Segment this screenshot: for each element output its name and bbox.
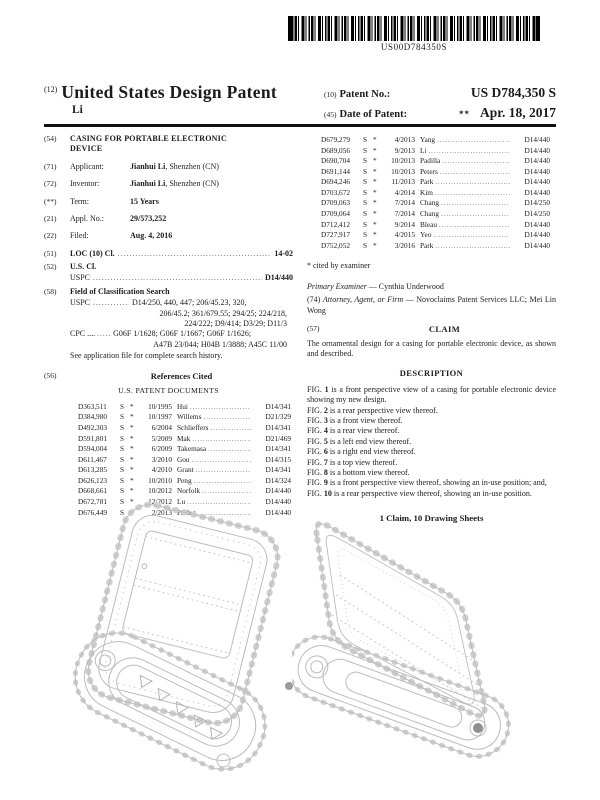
applicant-label: Applicant: bbox=[70, 161, 104, 171]
patent-number-row bbox=[324, 85, 556, 101]
citation-kind: S bbox=[363, 240, 368, 250]
citation-kind: S bbox=[120, 433, 125, 443]
citation-star: * bbox=[373, 219, 377, 229]
uspc-value: D14/440 bbox=[265, 272, 293, 282]
dot-leader bbox=[435, 241, 510, 252]
invention-title: CASING FOR PORTABLE ELECTRONIC DEVICE bbox=[70, 134, 227, 154]
citation-name: Willems bbox=[177, 412, 202, 422]
citation-date: 7/2014 bbox=[394, 209, 415, 219]
citation-class: D14/315 bbox=[265, 454, 291, 464]
dot-leader bbox=[433, 230, 510, 241]
citation-patent-number: D679,279 bbox=[321, 135, 350, 144]
citation-star: * bbox=[373, 240, 377, 250]
citation-name: Takemasa bbox=[177, 444, 207, 454]
figure-description-line: FIG. 7 is a top view thereof. bbox=[307, 457, 398, 467]
citation-row bbox=[321, 230, 550, 241]
dot-leader bbox=[190, 402, 251, 413]
citation-star: * bbox=[130, 475, 134, 485]
citation-date: 3/2010 bbox=[151, 454, 172, 464]
citation-star: * bbox=[130, 497, 134, 507]
inventor-row bbox=[44, 179, 293, 189]
citation-patent-number: D672,781 bbox=[78, 497, 107, 507]
citation-class: D14/440 bbox=[265, 486, 291, 496]
citation-class: D14/440 bbox=[524, 166, 550, 176]
citation-name: Padilla bbox=[420, 156, 441, 166]
citation-name: Hui bbox=[177, 401, 188, 411]
patent-date-label: Date of Patent: bbox=[339, 109, 408, 120]
citation-star: * bbox=[373, 187, 377, 197]
citation-patent-number: D613,285 bbox=[78, 465, 107, 475]
citation-star: * bbox=[373, 166, 377, 176]
citation-row bbox=[321, 209, 550, 220]
citation-date: 9/2013 bbox=[394, 145, 415, 155]
field-number: (58) bbox=[44, 286, 57, 296]
inventor-label: Inventor: bbox=[70, 179, 100, 189]
citation-patent-number: D668,661 bbox=[78, 486, 107, 496]
citation-row bbox=[78, 476, 291, 487]
dot-leader bbox=[208, 444, 251, 455]
citation-kind: S bbox=[363, 166, 368, 176]
citation-star: * bbox=[130, 401, 134, 411]
citation-class: D14/440 bbox=[265, 497, 291, 507]
us-class-block bbox=[44, 262, 293, 283]
us-patent-documents-subtitle: U.S. PATENT DOCUMENTS bbox=[118, 385, 219, 395]
dot-leader bbox=[93, 273, 262, 283]
citation-row bbox=[321, 135, 550, 146]
citation-class: D14/440 bbox=[524, 187, 550, 197]
dot-leader bbox=[210, 423, 251, 434]
figure-description-line: FIG. 2 is a rear perspective view thereof. bbox=[307, 405, 438, 415]
loc-label: LOC (10) Cl. bbox=[70, 248, 115, 258]
appl-no-value: 29/573,252 bbox=[130, 213, 167, 223]
citation-patent-number: D691,144 bbox=[321, 166, 350, 176]
figure-description-line: FIG. 4 is a rear view thereof. bbox=[307, 426, 400, 436]
field-number: (21) bbox=[44, 213, 57, 223]
citation-class: D21/329 bbox=[265, 412, 291, 422]
inventor-surname: Li bbox=[72, 104, 83, 116]
citation-class: D14/324 bbox=[265, 475, 291, 485]
citation-class: D14/440 bbox=[524, 219, 550, 229]
citation-date: 4/2015 bbox=[394, 230, 415, 240]
citation-patent-number: D591,801 bbox=[78, 433, 107, 443]
right-column bbox=[307, 134, 556, 525]
citation-row bbox=[78, 412, 291, 423]
citation-row bbox=[78, 434, 291, 445]
citation-name: Schlieffers bbox=[177, 422, 209, 432]
citation-star: * bbox=[373, 145, 377, 155]
field-number: (52) bbox=[44, 262, 57, 272]
citation-patent-number: D709,064 bbox=[321, 209, 350, 219]
citation-kind: S bbox=[120, 497, 125, 507]
citation-kind: S bbox=[120, 401, 125, 411]
dot-leader bbox=[196, 465, 251, 476]
field-of-search-block bbox=[44, 287, 293, 362]
citation-star: * bbox=[130, 412, 134, 422]
citation-name: Chang bbox=[420, 198, 440, 208]
dot-leader bbox=[93, 298, 129, 308]
header-right bbox=[324, 82, 556, 125]
citations-table-right bbox=[321, 135, 550, 251]
loc-value: 14-02 bbox=[274, 248, 293, 258]
citation-date: 6/2009 bbox=[151, 444, 172, 454]
citation-row bbox=[321, 167, 550, 178]
citation-star: * bbox=[373, 135, 377, 144]
figure-description-line: FIG. 6 is a right end view thereof. bbox=[307, 447, 416, 457]
figure-description-line: FIG. 9 is a front perspective view thereof, showing an in-use position; and, bbox=[307, 478, 547, 488]
citation-kind: S bbox=[120, 412, 125, 422]
field-search-label: Field of Classification Search bbox=[70, 286, 170, 296]
fcs-uspc-line1: D14/250, 440, 447; 206/45.23, 320, bbox=[132, 298, 247, 308]
claim-heading bbox=[307, 324, 556, 335]
citation-row bbox=[321, 177, 550, 188]
dot-leader bbox=[192, 434, 251, 445]
citation-kind: S bbox=[363, 219, 368, 229]
citation-row bbox=[78, 444, 291, 455]
citation-name: Probst bbox=[177, 507, 196, 517]
fcs-uspc-line3: 224/222; D9/414; D3/29; D11/3 bbox=[184, 319, 287, 329]
fcs-uspc-line2: 206/45.2; 361/679.55; 294/25; 224/218, bbox=[159, 308, 287, 318]
patent-date-note: ** bbox=[458, 109, 470, 119]
dot-leader bbox=[441, 209, 510, 220]
filed-row bbox=[44, 231, 293, 241]
fcs-cpc-line1: G06F 1/1628; G06F 1/1667; G06F 1/1626; bbox=[113, 329, 252, 339]
citation-kind: S bbox=[363, 145, 368, 155]
inventor-value: Jianhui Li, Shenzhen (CN) bbox=[130, 179, 219, 189]
citation-star: * bbox=[373, 198, 377, 208]
filed-label: Filed: bbox=[70, 231, 89, 241]
claim-title: CLAIM bbox=[428, 323, 461, 334]
citation-patent-number: D492,303 bbox=[78, 422, 107, 432]
citation-name: Park bbox=[420, 177, 434, 187]
citation-star: * bbox=[130, 433, 134, 443]
citation-patent-number: D363,511 bbox=[78, 401, 107, 411]
citation-kind: S bbox=[120, 475, 125, 485]
patent-date-code: (45) bbox=[324, 110, 337, 119]
fcs-cpc-label: CPC .... bbox=[70, 329, 96, 339]
citation-row bbox=[321, 156, 550, 167]
citation-kind: S bbox=[120, 465, 125, 475]
citation-class: D14/440 bbox=[524, 145, 550, 155]
citation-name: Peng bbox=[177, 475, 192, 485]
citation-name: Kim bbox=[420, 187, 433, 197]
citation-date: 10/1997 bbox=[148, 412, 172, 422]
references-cited-heading bbox=[44, 371, 293, 382]
citation-name: Bleau bbox=[420, 219, 438, 229]
barcode bbox=[288, 16, 540, 52]
citation-date: 3/2016 bbox=[394, 240, 415, 250]
filed-value: Aug. 4, 2016 bbox=[130, 231, 173, 241]
citation-patent-number: D690,704 bbox=[321, 156, 350, 166]
citation-class: D14/440 bbox=[524, 156, 550, 166]
field-number: (72) bbox=[44, 179, 57, 189]
citation-name: Li bbox=[420, 145, 427, 155]
citation-star: * bbox=[130, 465, 134, 475]
field-number: (56) bbox=[44, 370, 57, 380]
citation-patent-number: D594,004 bbox=[78, 444, 107, 454]
dot-leader bbox=[118, 249, 272, 259]
citation-star: * bbox=[130, 444, 134, 454]
citation-kind: S bbox=[363, 156, 368, 166]
citation-patent-number: D611,467 bbox=[78, 454, 107, 464]
dot-leader bbox=[439, 220, 510, 231]
citation-patent-number: D384,980 bbox=[78, 412, 107, 422]
fcs-note: See application file for complete search history. bbox=[70, 351, 223, 361]
citation-star: * bbox=[130, 486, 134, 496]
references-cited-title: References Cited bbox=[150, 370, 213, 381]
citation-class: D14/250 bbox=[524, 209, 550, 219]
dot-leader bbox=[192, 455, 251, 466]
citation-class: D14/440 bbox=[524, 177, 550, 187]
patent-number-code: (10) bbox=[324, 90, 337, 99]
dot-leader bbox=[203, 412, 251, 423]
citation-star: * bbox=[373, 156, 377, 166]
citation-date: 10/2013 bbox=[391, 166, 415, 176]
citation-patent-number: D752,052 bbox=[321, 240, 350, 250]
citation-date: 11/2013 bbox=[391, 177, 415, 187]
dot-leader bbox=[440, 167, 510, 178]
patent-number-label: Patent No.: bbox=[339, 89, 391, 100]
claim-number: (57) bbox=[307, 323, 320, 333]
body-columns bbox=[44, 134, 556, 525]
citation-date: 9/2014 bbox=[394, 219, 415, 229]
citation-name: Yang bbox=[420, 135, 436, 144]
citation-patent-number: D712,412 bbox=[321, 219, 350, 229]
figure-descriptions bbox=[307, 385, 556, 499]
citation-row bbox=[321, 220, 550, 231]
field-number: (**) bbox=[44, 196, 57, 206]
citation-date: 12/2012 bbox=[148, 497, 172, 507]
citation-kind: S bbox=[120, 507, 125, 517]
citation-patent-number: D709,063 bbox=[321, 198, 350, 208]
citation-star: * bbox=[130, 507, 134, 517]
citation-class: D14/250 bbox=[524, 198, 550, 208]
field-number: (54) bbox=[44, 134, 57, 143]
field-number: (71) bbox=[44, 161, 57, 171]
patent-date-value: Apr. 18, 2017 bbox=[479, 105, 556, 120]
citation-patent-number: D703,672 bbox=[321, 187, 350, 197]
citation-name: Mak bbox=[177, 433, 191, 443]
attorney-line: (74) Attorney, Agent, or Firm — Novoclaims Patent Services LLC; Mei Lin Wong bbox=[307, 295, 556, 315]
fcs-cpc-line2: A47B 23/044; H04B 1/3888; A45C 11/00 bbox=[153, 339, 287, 349]
dot-leader bbox=[194, 476, 251, 487]
citation-kind: S bbox=[120, 486, 125, 496]
citation-kind: S bbox=[363, 198, 368, 208]
citation-kind: S bbox=[363, 177, 368, 187]
figure-description-line: FIG. 3 is a front view thereof. bbox=[307, 415, 403, 425]
citation-kind: S bbox=[363, 135, 368, 144]
citation-patent-number: D676,449 bbox=[78, 507, 107, 517]
loc-class-row bbox=[44, 249, 293, 259]
citation-kind: S bbox=[120, 422, 125, 432]
uspc-label: USPC bbox=[70, 272, 91, 282]
header-left bbox=[44, 82, 277, 125]
claim-text: The ornamental design for a casing for portable electronic device, as shown and described. bbox=[307, 338, 556, 359]
doc-kind-number: (12) bbox=[44, 85, 58, 94]
citation-class: D14/440 bbox=[524, 230, 550, 240]
citation-kind: S bbox=[363, 230, 368, 240]
citation-kind: S bbox=[120, 444, 125, 454]
dot-leader bbox=[435, 188, 510, 199]
dot-leader bbox=[429, 146, 511, 157]
citation-date: 10/2013 bbox=[391, 156, 415, 166]
left-column bbox=[44, 134, 293, 525]
patent-date-row bbox=[324, 105, 556, 121]
dot-leader bbox=[442, 156, 510, 167]
citation-date: 4/2010 bbox=[151, 465, 172, 475]
primary-examiner-line: Primary Examiner — Cynthia Underwood bbox=[307, 281, 444, 291]
citation-date: 10/2010 bbox=[148, 475, 172, 485]
citation-row bbox=[78, 455, 291, 466]
citation-patent-number: D727,917 bbox=[321, 230, 350, 240]
citation-class: D21/469 bbox=[265, 433, 291, 443]
header bbox=[44, 82, 556, 125]
citation-date: 7/2014 bbox=[394, 198, 415, 208]
citation-row bbox=[321, 198, 550, 209]
application-number-row bbox=[44, 214, 293, 224]
field-number: (22) bbox=[44, 231, 57, 241]
citation-star: * bbox=[373, 209, 377, 219]
citation-class: D14/341 bbox=[265, 465, 291, 475]
citation-row bbox=[78, 465, 291, 476]
citation-kind: S bbox=[363, 187, 368, 197]
citation-kind: S bbox=[363, 209, 368, 219]
drawing-front-perspective bbox=[46, 496, 298, 798]
citation-row bbox=[321, 146, 550, 157]
figure-description-line: FIG. 10 is a rear perspective view thereof, showing an in-use position. bbox=[307, 488, 532, 498]
citation-name: Park bbox=[420, 240, 434, 250]
citation-class: D14/440 bbox=[524, 135, 550, 144]
cited-by-examiner-note: * cited by examiner bbox=[307, 261, 371, 271]
citation-class: D14/341 bbox=[265, 444, 291, 454]
applicant-row bbox=[44, 162, 293, 172]
applicant-value: Jianhui Li, Shenzhen (CN) bbox=[130, 161, 219, 171]
document-title: United States Design Patent bbox=[61, 82, 277, 102]
appl-no-label: Appl. No.: bbox=[70, 213, 104, 223]
citation-name: Yeo bbox=[420, 230, 432, 240]
patent-number-value: US D784,350 S bbox=[470, 85, 556, 100]
header-divider bbox=[44, 124, 556, 127]
barcode-icon bbox=[288, 16, 540, 41]
citation-name: Lu bbox=[177, 497, 186, 507]
citation-date: 10/2012 bbox=[148, 486, 172, 496]
citation-patent-number: D694,246 bbox=[321, 177, 350, 187]
citation-patent-number: D626,123 bbox=[78, 475, 107, 485]
citation-star: * bbox=[130, 454, 134, 464]
drawing-rear-perspective bbox=[292, 490, 574, 800]
citation-star: * bbox=[373, 230, 377, 240]
claims-sheets-footer: 1 Claim, 10 Drawing Sheets bbox=[379, 513, 484, 524]
dot-leader bbox=[437, 135, 510, 146]
citation-class: D14/341 bbox=[265, 401, 291, 411]
us-cl-label: U.S. Cl. bbox=[70, 262, 97, 272]
term-row bbox=[44, 197, 293, 207]
base-outline bbox=[292, 628, 517, 765]
citation-star: * bbox=[130, 422, 134, 432]
citation-name: Chang bbox=[420, 209, 440, 219]
figure-description-line: FIG. 8 is a bottom view thereof. bbox=[307, 467, 410, 477]
citation-name: Grant bbox=[177, 465, 194, 475]
dot-leader bbox=[97, 329, 111, 339]
barcode-label: US00D784350S bbox=[380, 42, 448, 52]
citation-star: * bbox=[373, 177, 377, 187]
citation-date: 4/2014 bbox=[394, 187, 415, 197]
term-value: 15 Years bbox=[130, 196, 159, 206]
fcs-uspc-label: USPC bbox=[70, 298, 91, 308]
citation-date: 4/2013 bbox=[394, 135, 415, 144]
term-label: Term: bbox=[70, 196, 89, 206]
dot-leader bbox=[441, 198, 510, 209]
citation-class: D14/440 bbox=[265, 507, 291, 517]
citation-patent-number: D689,056 bbox=[321, 145, 350, 155]
citation-date: 5/2009 bbox=[151, 433, 172, 443]
invention-title-row bbox=[44, 134, 293, 155]
figure-description-line: FIG. 5 is a left end view thereof. bbox=[307, 436, 412, 446]
citation-date: 10/1995 bbox=[148, 401, 172, 411]
citation-name: Gou bbox=[177, 454, 190, 464]
citation-row bbox=[78, 423, 291, 434]
citation-date: 2/2013 bbox=[151, 507, 172, 517]
description-title: DESCRIPTION bbox=[399, 367, 464, 378]
citation-row bbox=[321, 188, 550, 199]
figure-description-line: FIG. 1 is a front perspective view of a casing for portable electronic device showing my new design. bbox=[307, 384, 557, 405]
citation-name: Norfolk bbox=[177, 486, 201, 496]
field-number: (51) bbox=[44, 248, 57, 258]
citation-name: Peters bbox=[420, 166, 438, 176]
citation-date: 6/2004 bbox=[151, 422, 172, 432]
citation-row bbox=[78, 402, 291, 413]
citation-class: D14/440 bbox=[524, 240, 550, 250]
citation-row bbox=[321, 241, 550, 252]
citation-kind: S bbox=[120, 454, 125, 464]
dot-leader bbox=[435, 177, 510, 188]
citation-class: D14/341 bbox=[265, 422, 291, 432]
